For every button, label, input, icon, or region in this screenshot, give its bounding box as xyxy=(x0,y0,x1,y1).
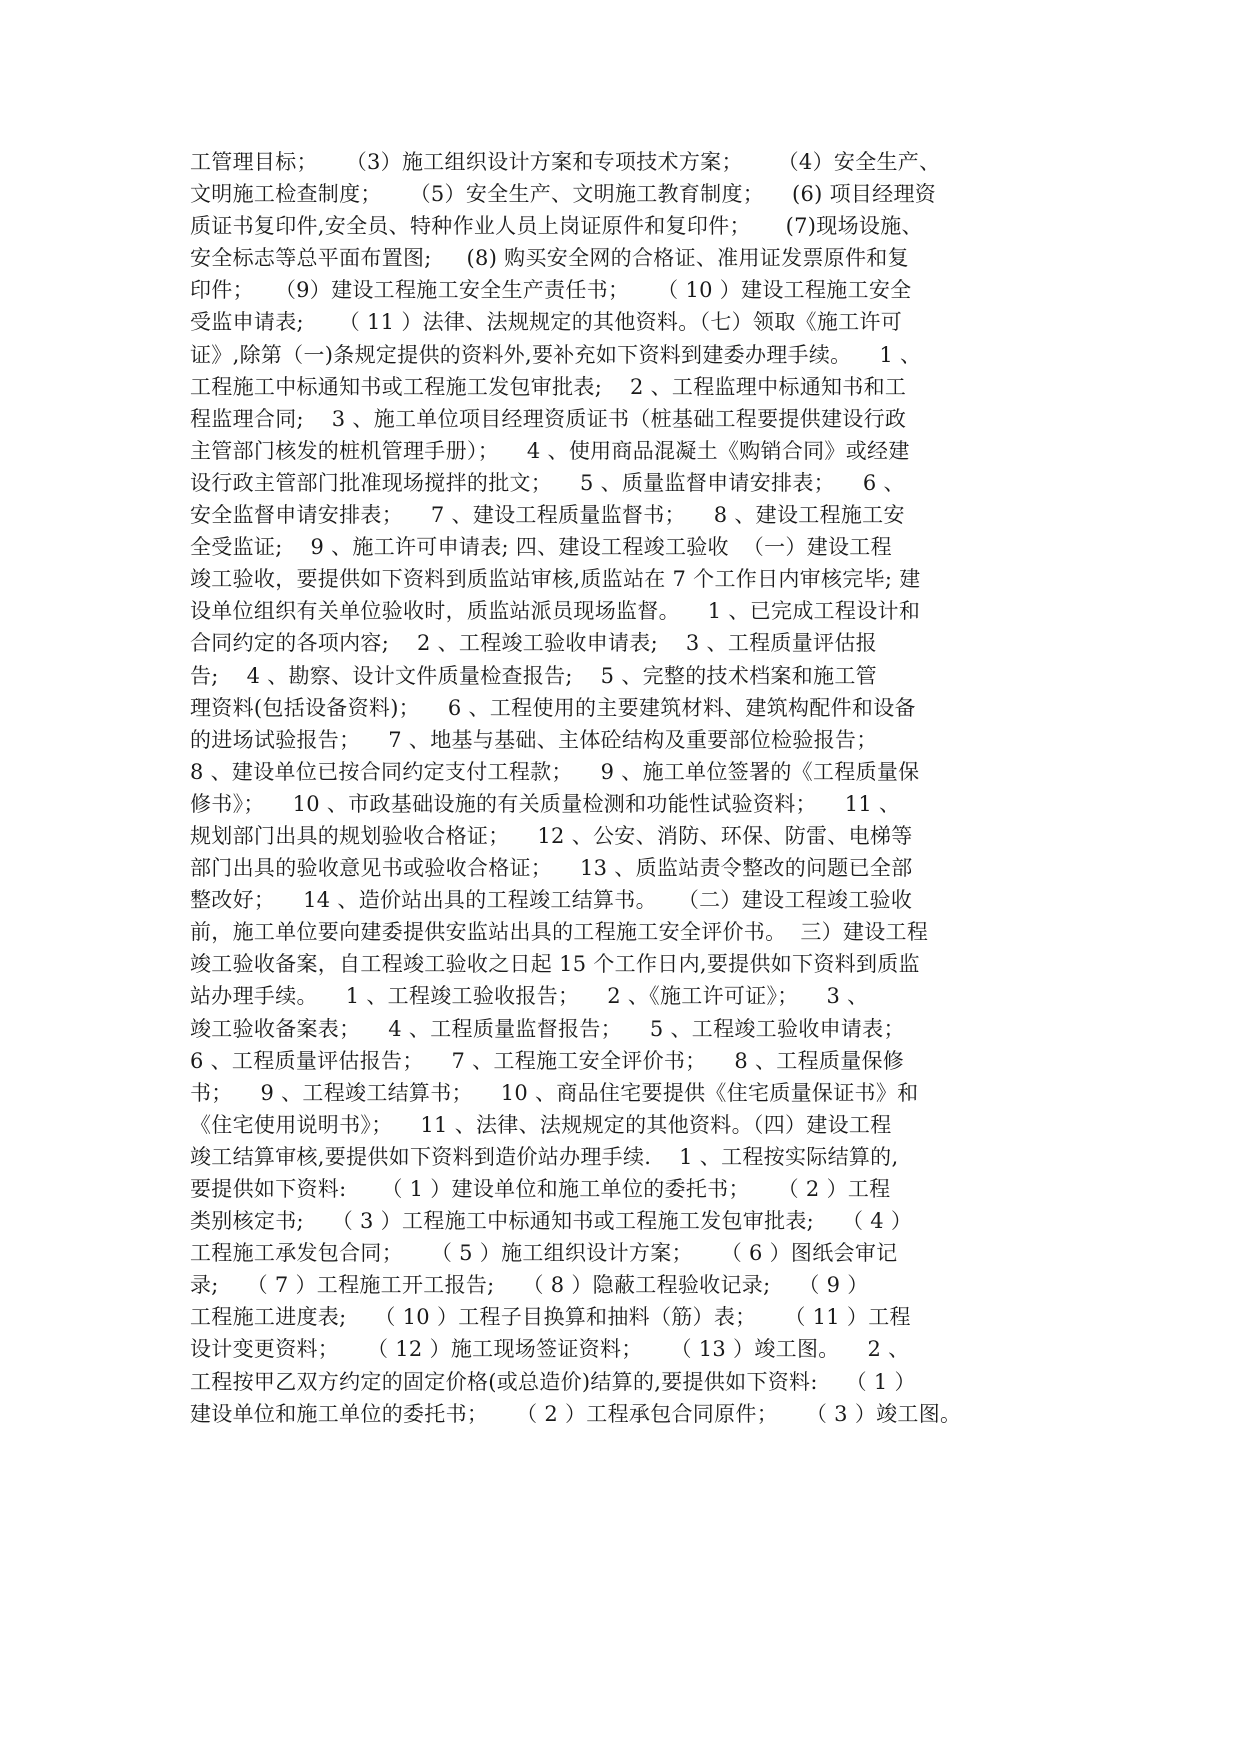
text-line: 录; （ 7 ）工程施工开工报告; （ 8 ）隐蔽工程验收记录; （ 9 ） xyxy=(190,1273,869,1298)
text-line: 类别核定书; （ 3 ）工程施工中标通知书或工程施工发包审批表; （ 4 ） xyxy=(190,1209,913,1234)
text-line: 整改好； 14 、造价站出具的工程竣工结算书。 （二）建设工程竣工验收 xyxy=(190,888,913,913)
text-line: 《住宅使用说明书》； 11 、法律、法规规定的其他资料。（四）建设工程 xyxy=(190,1112,892,1137)
text-line: 工程施工承发包合同； （ 5 ）施工组织设计方案； （ 6 ）图纸会审记 xyxy=(190,1241,898,1266)
text-line: 安全标志等总平面布置图; (8) 购买安全网的合格证、准用证发票原件和复 xyxy=(190,246,909,271)
text-line: 竣工验收备案，自工程竣工验收之日起 15 个工作日内,要提供如下资料到质监 xyxy=(190,952,920,977)
text-line: 全受监证; 9 、施工许可申请表; 四、建设工程竣工验收 （一）建设工程 xyxy=(190,535,892,560)
text-line: 书； 9 、工程竣工结算书； 10 、商品住宅要提供《住宅质量保证书》和 xyxy=(190,1080,919,1105)
text-line: 质证书复印件,安全员、特种作业人员上岗证原件和复印件； (7)现场设施、 xyxy=(190,214,923,239)
text-line: 工程按甲乙双方约定的固定价格(或总造价)结算的,要提供如下资料: （ 1 ） xyxy=(190,1369,916,1394)
text-line: 竣工验收备案表； 4 、工程质量监督报告； 5 、工程竣工验收申请表； xyxy=(190,1016,905,1041)
text-line: 告; 4 、勘察、设计文件质量检查报告; 5 、完整的技术档案和施工管 xyxy=(190,663,877,688)
text-line: 站办理手续。 1 、工程竣工验收报告； 2 、《施工许可证》； 3 、 xyxy=(190,984,869,1009)
text-line: 部门出具的验收意见书或验收合格证； 13 、质监站责令整改的问题已全部 xyxy=(190,856,913,881)
text-line: 印件； （9）建设工程施工安全生产责任书； （ 10 ）建设工程施工安全 xyxy=(190,278,912,303)
text-line: 理资料(包括设备资料)； 6 、工程使用的主要建筑材料、建筑构配件和设备 xyxy=(190,695,916,720)
text-line: 6 、工程质量评估报告； 7 、工程施工安全评价书； 8 、工程质量保修 xyxy=(190,1048,905,1073)
text-line: 工程施工进度表; （ 10 ）工程子目换算和抽料（筋）表； （ 11 ）工程 xyxy=(190,1305,911,1330)
body-text xyxy=(190,146,1070,1430)
text-line: 受监申请表; （ 11 ）法律、法规规定的其他资料。（七）领取《施工许可 xyxy=(190,310,903,335)
text-line: 前，施工单位要向建委提供安监站出具的工程施工安全评价书。 三）建设工程 xyxy=(190,920,929,945)
text-line: 主管部门核发的桩机管理手册）； 4 、使用商品混凝土《购销合同》或经建 xyxy=(190,438,910,463)
text-line: 要提供如下资料: （ 1 ）建设单位和施工单位的委托书； （ 2 ）工程 xyxy=(190,1177,891,1201)
text-line: 安全监督申请安排表； 7 、建设工程质量监督书； 8 、建设工程施工安 xyxy=(190,503,905,528)
text-line: 设单位组织有关单位验收时，质监站派员现场监督。 1 、已完成工程设计和 xyxy=(190,599,921,624)
text-line: 竣工验收，要提供如下资料到质监站审核,质监站在 7 个工作日内审核完毕; 建 xyxy=(190,567,921,592)
text-line: 规划部门出具的规划验收合格证； 12 、公安、消防、环保、防雷、电梯等 xyxy=(190,823,913,848)
text-line: 设计变更资料； （ 12 ）施工现场签证资料； （ 13 ）竣工图。 2 、 xyxy=(190,1337,910,1362)
text-line: 程监理合同; 3 、施工单位项目经理资质证书（桩基础工程要提供建设行政 xyxy=(190,406,907,431)
text-line: 竣工结算审核,要提供如下资料到造价站办理手续. 1 、工程按实际结算的, xyxy=(190,1144,899,1169)
text-line: 证》,除第（一)条规定提供的资料外,要补充如下资料到建委办理手续。 1 、 xyxy=(190,342,922,367)
text-line: 工程施工中标通知书或工程施工发包审批表; 2 、工程监理中标通知书和工 xyxy=(190,374,907,399)
text-line: 建设单位和施工单位的委托书； （ 2 ）工程承包合同原件； （ 3 ）竣工图。 xyxy=(190,1401,962,1426)
text-line: 8 、建设单位已按合同约定支付工程款； 9 、施工单位签署的《工程质量保 xyxy=(190,759,920,784)
text-line: 文明施工检查制度； （5）安全生产、文明施工教育制度； (6) 项目经理资 xyxy=(190,182,937,207)
text-line: 的进场试验报告； 7 、地基与基础、主体砼结构及重要部位检验报告； xyxy=(190,727,878,752)
text-line: 合同约定的各项内容; 2 、工程竣工验收申请表; 3 、工程质量评估报 xyxy=(190,631,877,656)
text-line: 工管理目标； （3）施工组织设计方案和专项技术方案； （4）安全生产、 xyxy=(190,150,941,174)
text-line: 修书》； 10 、市政基础设施的有关质量检测和功能性试验资料； 11 、 xyxy=(190,791,901,816)
text-line: 设行政主管部门批准现场搅拌的批文； 5 、质量监督申请安排表； 6 、 xyxy=(190,470,905,495)
